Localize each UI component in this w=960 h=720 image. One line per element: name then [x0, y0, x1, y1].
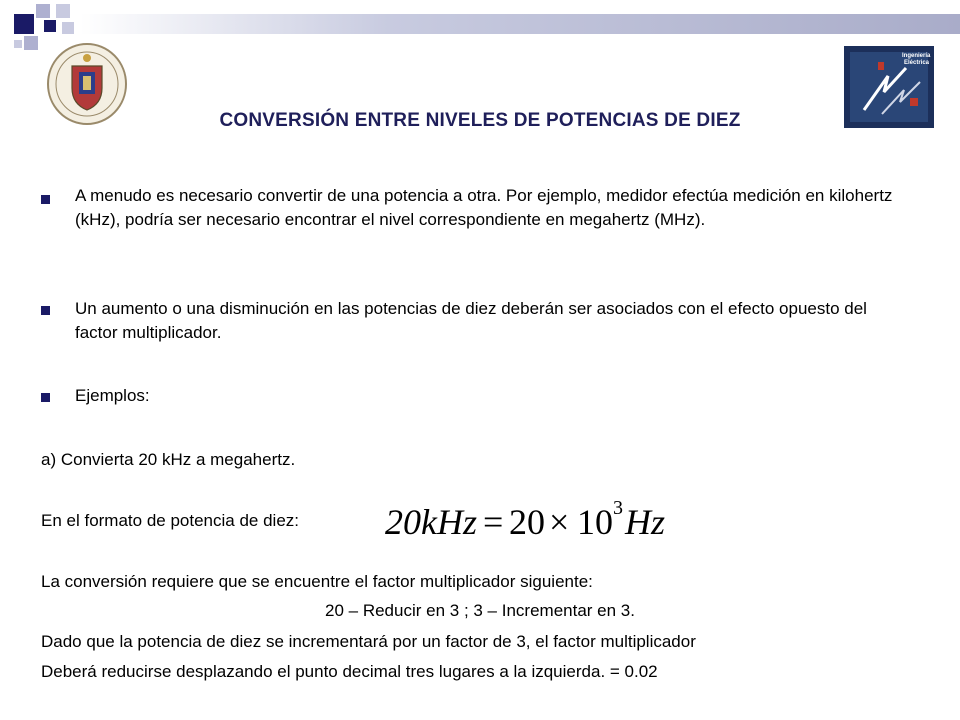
- bullet-text: A menudo es necesario convertir de una potencia a otra. Por ejemplo, medidor efectúa medición en kilohertz (kHz), podría ser necesario encontrar el nivel correspondiente en megahertz (MHz).: [75, 186, 893, 229]
- result-text: Deberá reducirse desplazando el punto decimal tres lugares a la izquierda. = 0.02: [41, 662, 658, 681]
- rule-text: 20 – Reducir en 3 ; 3 – Incrementar en 3.: [325, 601, 635, 620]
- lavender-square: [62, 22, 74, 34]
- navy-square: [14, 14, 34, 34]
- formula-lhs: 20kHz: [385, 502, 477, 542]
- example-a: a) Convierta 20 kHz a megahertz.: [41, 450, 296, 469]
- bullet-marker: [41, 195, 50, 204]
- format-label: En el formato de potencia de diez:: [41, 511, 299, 530]
- page-title: CONVERSIÓN ENTRE NIVELES DE POTENCIAS DE DIEZ: [219, 110, 741, 131]
- bullet-marker: [41, 306, 50, 315]
- formula-base: 10: [577, 502, 613, 542]
- formula-times: ×: [549, 502, 570, 542]
- navy-square: [44, 20, 56, 32]
- logo-text: Eléctrica: [904, 60, 930, 66]
- gradient-bar: [80, 14, 960, 34]
- lavender-square: [24, 36, 38, 50]
- lavender-square: [36, 4, 50, 18]
- reason-text: Dado que la potencia de diez se incrementará por un factor de 3, el factor multiplicador: [41, 632, 696, 651]
- conversion-text: La conversión requiere que se encuentre el factor multiplicador siguiente:: [41, 572, 593, 591]
- formula-equals: =: [483, 502, 504, 542]
- lavender-square: [14, 40, 22, 48]
- header-decoration: [0, 0, 960, 60]
- bullet-text: Ejemplos:: [75, 386, 150, 405]
- formula: [385, 496, 675, 546]
- bullet-text: Un aumento o una disminución en las potencias de diez deberán ser asociados con el efecto opuesto del factor multiplicador.: [75, 299, 867, 342]
- formula-coef: 20: [509, 502, 545, 542]
- formula-unit: Hz: [625, 502, 666, 542]
- lavender-square: [56, 4, 70, 18]
- bullet-marker: [41, 393, 50, 402]
- logo-text: Ingeniería: [902, 53, 931, 59]
- formula-exp: 3: [613, 497, 623, 519]
